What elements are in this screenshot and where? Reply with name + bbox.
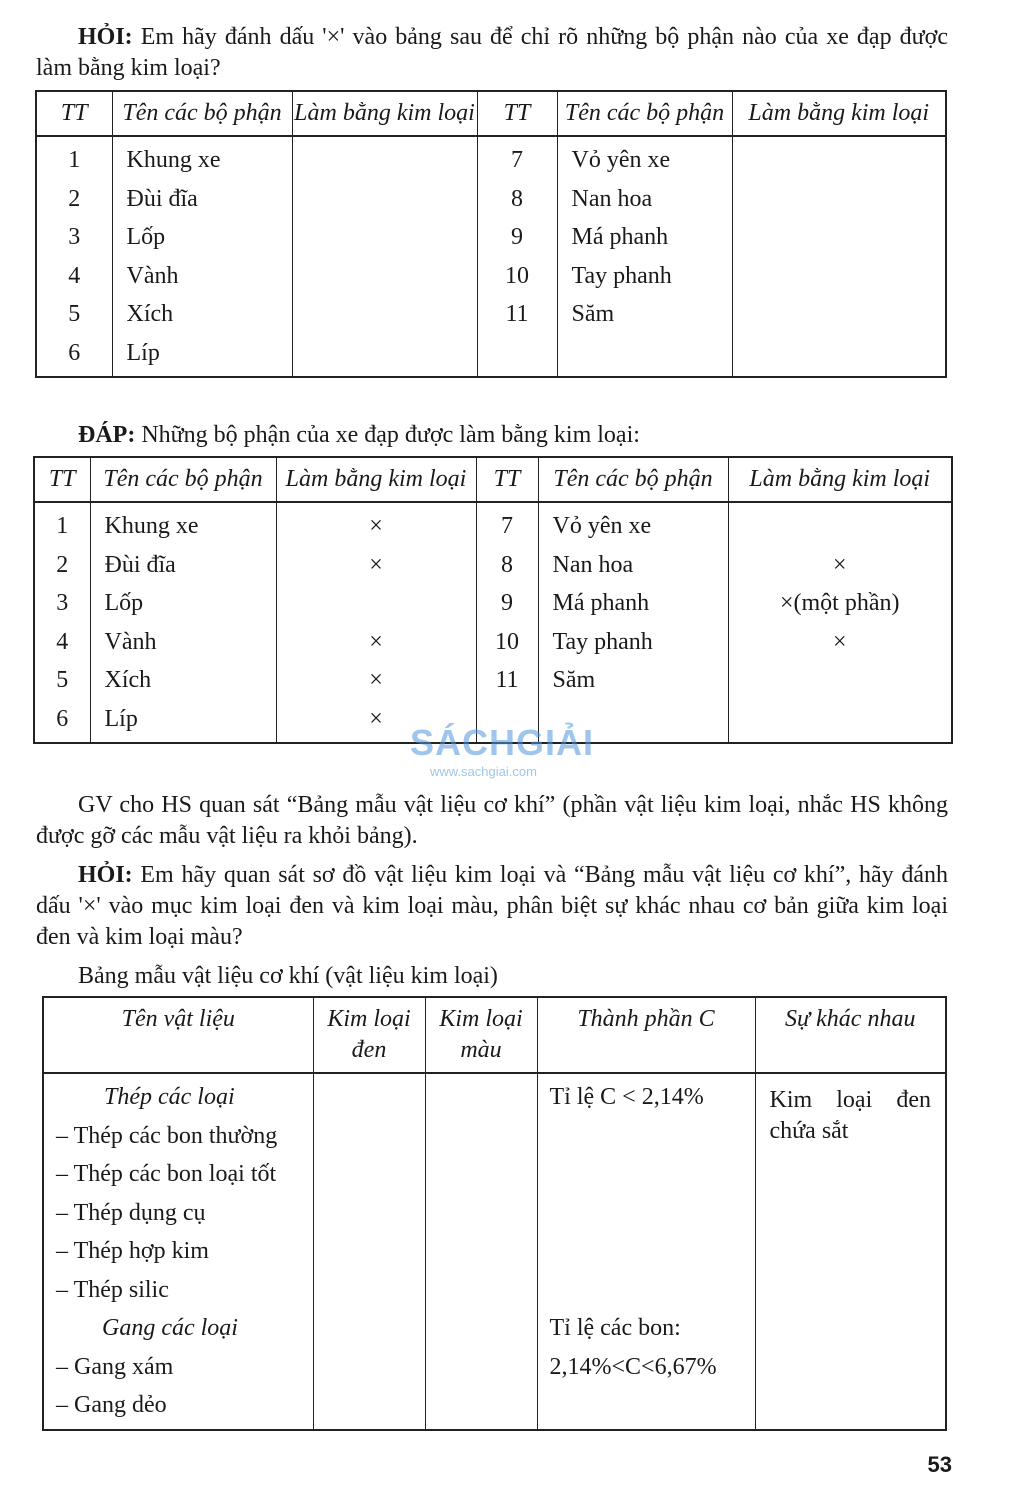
row-number: 8 (501, 551, 513, 578)
metal-mark (277, 584, 476, 623)
difference-cell (755, 1073, 946, 1430)
metal-mark: × (369, 551, 383, 578)
header-metal: Làm bằng kim loại (728, 457, 952, 502)
table-body-row (36, 136, 946, 377)
bicycle-parts-table-question (35, 90, 947, 378)
header-metal: Làm bằng kim loại (732, 91, 946, 136)
table-body-row (43, 1073, 946, 1430)
material-item: – Thép silic (56, 1276, 169, 1303)
row-number: 2 (56, 551, 69, 578)
row-number: 6 (56, 705, 69, 732)
metal-materials-table (42, 996, 947, 1431)
part-name: Má phanh (552, 590, 650, 616)
row-number: 3 (56, 590, 69, 616)
left-metal-marks-cell (276, 502, 476, 743)
header-tt: TT (36, 91, 112, 136)
right-parts-cell (557, 136, 732, 377)
part-name: Nan hoa (571, 185, 653, 212)
row-number: 6 (68, 339, 81, 366)
header-part-name: Tên các bộ phận (538, 457, 728, 502)
part-name: Líp (104, 705, 138, 732)
sachgiai-watermark-logo (410, 722, 620, 792)
right-metal-marks-cell (728, 502, 952, 743)
left-parts-cell (90, 502, 276, 743)
bicycle-parts-table-answer (33, 456, 953, 744)
metal-mark (729, 507, 952, 546)
row-number: 1 (68, 147, 81, 173)
header-part-name: Tên các bộ phận (112, 91, 292, 136)
header-tt: TT (477, 91, 557, 136)
row-number: 9 (501, 590, 513, 616)
part-name: Vỏ yên xe (571, 147, 671, 173)
left-numbers-cell (34, 502, 90, 743)
steel-heading: Thép các loại (104, 1084, 235, 1110)
table-caption: Bảng mẫu vật liệu cơ khí (vật liệu kim loại) (78, 963, 498, 989)
part-name: Xích (104, 667, 152, 693)
left-parts-cell (112, 136, 292, 377)
row-number: 7 (501, 513, 513, 539)
right-parts-cell (538, 502, 728, 743)
part-name: Má phanh (571, 224, 669, 250)
part-name: Lốp (104, 590, 144, 616)
teacher-instruction: GV cho HS quan sát “Bảng mẫu vật liệu cơ khí” (phần vật liệu kim loại, nhắc HS không được gỡ các mẫu vật liệu ra khỏi bảng). (36, 792, 948, 849)
metal-mark: × (369, 705, 383, 732)
material-item: – Thép các bon loại tốt (56, 1161, 277, 1187)
header-difference: Sự khác nhau (755, 997, 946, 1073)
row-number: 11 (505, 301, 529, 327)
left-metal-answer-cell[interactable] (292, 136, 477, 377)
row-number: 5 (56, 667, 69, 693)
header-ferrous-metal: Kim loại đen (313, 997, 425, 1073)
answer-1-label: ĐÁP: (78, 422, 136, 448)
watermark-url: www.sachgiai.com (430, 764, 537, 779)
part-name: Líp (126, 339, 160, 366)
difference-text: Kim loại đen chứa sắt (769, 1087, 931, 1144)
row-number: 10 (505, 262, 529, 289)
part-name: Vành (104, 628, 157, 655)
watermark-text: SÁCHGIẢI (410, 722, 595, 763)
row-number: 5 (68, 301, 81, 327)
header-tt: TT (34, 457, 90, 502)
part-name: Vành (126, 262, 179, 289)
right-metal-answer-cell[interactable] (732, 136, 946, 377)
row-number: 3 (68, 224, 81, 250)
part-name: Xích (126, 301, 174, 327)
table-header-row (43, 997, 946, 1073)
steel-carbon: Tỉ lệ C < 2,14% (549, 1084, 704, 1110)
material-item: – Thép các bon thường (56, 1122, 278, 1149)
part-name: Khung xe (126, 147, 221, 173)
row-number: 1 (56, 513, 69, 539)
header-metal: Làm bằng kim loại (292, 91, 477, 136)
material-item: – Thép dụng cụ (56, 1199, 206, 1226)
metal-mark: × (369, 667, 383, 693)
part-name: Đùi đĩa (104, 551, 176, 578)
part-name: Săm (552, 667, 596, 693)
table-header-row (34, 457, 952, 502)
right-numbers-cell (477, 136, 557, 377)
part-name: Lốp (126, 224, 166, 250)
part-name: Vỏ yên xe (552, 513, 652, 539)
material-item: – Gang xám (56, 1353, 174, 1380)
row-number: 4 (68, 262, 81, 289)
row-number: 4 (56, 628, 69, 655)
ferrous-answer-cell[interactable] (313, 1073, 425, 1430)
part-name: Săm (571, 301, 615, 327)
metal-mark: × (832, 628, 847, 655)
question-2-label: HỎI: (78, 862, 133, 888)
part-name: Đùi đĩa (126, 185, 198, 212)
metal-mark: ×(một phần) (779, 590, 900, 616)
answer-1 (36, 420, 948, 451)
header-carbon-content: Thành phần C (537, 997, 755, 1073)
material-item: – Gang dẻo (56, 1392, 167, 1418)
table-body-row (34, 502, 952, 743)
header-part-name: Tên các bộ phận (557, 91, 732, 136)
question-2 (36, 860, 948, 953)
material-names-cell (43, 1073, 313, 1430)
right-numbers-cell (476, 502, 538, 743)
metal-mark: × (369, 513, 383, 539)
part-name: Nan hoa (552, 551, 634, 578)
question-1-text: Em hãy đánh dấu '×' vào bảng sau để chỉ rõ những bộ phận nào của xe đạp được làm bằng kim loại? (36, 24, 948, 81)
row-number: 8 (511, 185, 523, 212)
question-1 (36, 22, 948, 84)
iron-carbon-label: Tỉ lệ các bon: (549, 1315, 681, 1341)
header-metal: Làm bằng kim loại (276, 457, 476, 502)
material-item: – Thép hợp kim (56, 1238, 209, 1264)
metal-mark: × (369, 628, 383, 655)
question-1-label: HỎI: (78, 24, 133, 50)
question-2-text: Em hãy quan sát sơ đồ vật liệu kim loại và “Bảng mẫu vật liệu cơ khí”, hãy đánh dấu '×' vào mục kim loại đen và kim loại màu, phân biệt sự khác nhau cơ bản giữa kim loại đen và kim loại màu? (36, 862, 948, 950)
header-nonferrous-metal: Kim loại màu (425, 997, 537, 1073)
iron-heading: Gang các loại (102, 1315, 238, 1341)
left-numbers-cell (36, 136, 112, 377)
iron-carbon-range: 2,14%<C<6,67% (549, 1353, 717, 1380)
row-number: 9 (511, 224, 523, 250)
header-material-name: Tên vật liệu (43, 997, 313, 1073)
spacer (550, 1117, 755, 1310)
header-tt: TT (476, 457, 538, 502)
row-number: 11 (495, 667, 519, 693)
row-number: 7 (511, 147, 523, 173)
part-name: Tay phanh (571, 262, 672, 289)
row-number: 2 (68, 185, 81, 212)
metal-mark: × (832, 551, 847, 578)
header-part-name: Tên các bộ phận (90, 457, 276, 502)
table-header-row (36, 91, 946, 136)
row-number: 10 (495, 628, 519, 655)
part-name: Tay phanh (552, 628, 653, 655)
page-number: 53 (927, 1452, 952, 1477)
answer-1-text: Những bộ phận của xe đạp được làm bằng kim loại: (135, 422, 640, 448)
metal-mark (729, 661, 952, 700)
part-name: Khung xe (104, 513, 199, 539)
carbon-content-cell (537, 1073, 755, 1430)
nonferrous-answer-cell[interactable] (425, 1073, 537, 1430)
